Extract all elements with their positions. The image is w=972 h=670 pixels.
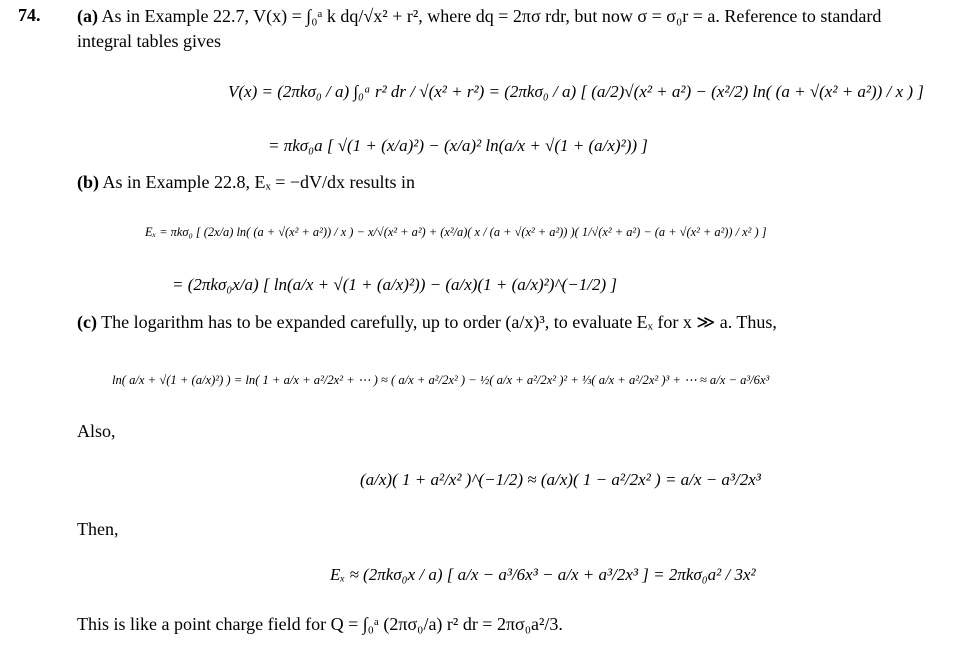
problem-number: 74. <box>18 5 41 25</box>
equation-b1: Eₓ = πkσ₀ [ (2x/a) ln( (a + √(x² + a²)) / x ) − x/√(x² + a²) + (x²/a)( x / (a + √(x² + a²)) )( 1/√(x² + a²) − (a + √(x² + a²)) / x² ) ] <box>145 225 767 239</box>
part-b-line <box>77 171 415 193</box>
part-c-line <box>77 311 777 333</box>
equation-a2: = πkσ₀a [ √(1 + (x/a)²) − (x/a)² ln(a/x + √(1 + (a/x)²)) ] <box>268 136 648 155</box>
equation-c3: Eₓ ≈ (2πkσ₀x / a) [ a/x − a³/6x³ − a/x + a³/2x³ ] = 2πkσ₀a² / 3x² <box>330 565 756 584</box>
equation-b2: = (2πkσ₀x/a) [ ln(a/x + √(1 + (a/x)²)) − (a/x)(1 + (a/x)²)^(−1/2) ] <box>172 275 617 294</box>
also-label: Also, <box>77 421 116 441</box>
part-c-label: (c) <box>77 312 97 332</box>
part-a-line2: integral tables gives <box>77 31 221 51</box>
equation-c2: (a/x)( 1 + a²/x² )^(−1/2) ≈ (a/x)( 1 − a²/2x² ) = a/x − a³/2x³ <box>360 470 761 489</box>
part-a-text: As in Example 22.7, V(x) = ∫₀ᵃ k dq/√x² + r², where dq = 2πσ rdr, but now σ = σ₀r = a. Reference to standard <box>98 6 882 26</box>
conclusion-text: This is like a point charge field for Q = ∫₀ᵃ (2πσ₀/a) r² dr = 2πσ₀a²/3. <box>77 614 563 634</box>
then-label: Then, <box>77 519 119 539</box>
equation-a1: V(x) = (2πkσ₀ / a) ∫₀ᵃ r² dr / √(x² + r²) = (2πkσ₀ / a) [ (a/2)√(x² + a²) − (x²/2) ln( (a + √(x² + a²)) / x ) ] <box>228 82 924 101</box>
part-a-label: (a) <box>77 6 98 26</box>
equation-c1: ln( a/x + √(1 + (a/x)²) ) = ln( 1 + a/x + a²/2x² + ⋯ ) ≈ ( a/x + a²/2x² ) − ½( a/x + a²/2x² )² + ⅓( a/x + a²/2x² )³ + ⋯ ≈ a/x − a³/6x³ <box>112 373 770 387</box>
part-b-label: (b) <box>77 172 99 192</box>
part-c-text: The logarithm has to be expanded carefully, up to order (a/x)³, to evaluate Eₓ for x ≫ a. Thus, <box>96 312 777 332</box>
part-b-text: As in Example 22.8, Eₓ = −dV/dx results in <box>99 172 416 192</box>
part-a-line1 <box>77 5 881 27</box>
